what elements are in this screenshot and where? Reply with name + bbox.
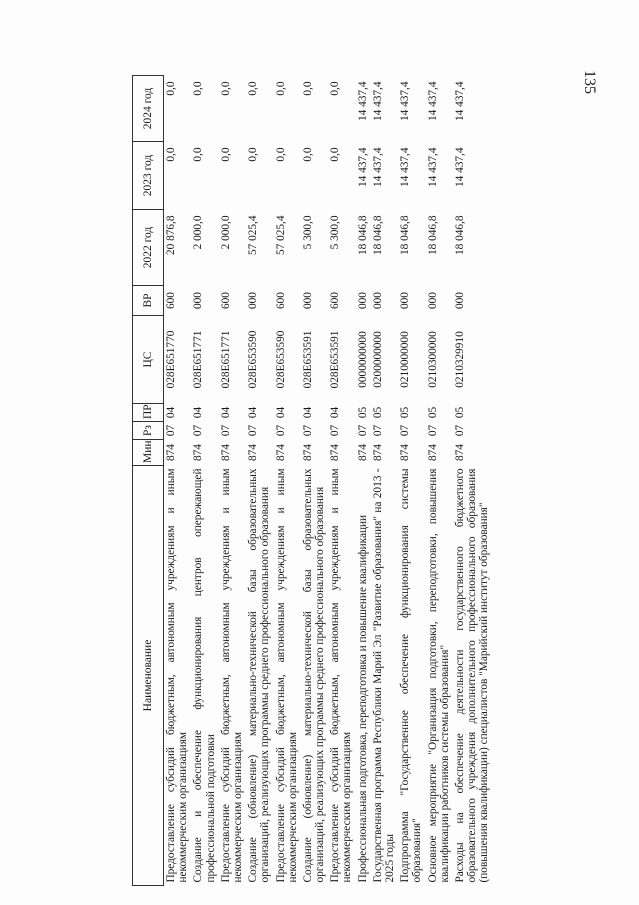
row-vr-cell: 000: [356, 292, 369, 309]
table-row: [164, 76, 192, 886]
row-2022-cell: 5 300,0: [329, 215, 342, 250]
row-name-cell: Профессиональная подготовка, переподготовка и повышение квалификации: [356, 514, 369, 883]
table-row: [371, 76, 398, 886]
row-2023-cell: 14 437,4: [371, 147, 384, 188]
row-cs-cell: 0210000000: [399, 331, 412, 388]
row-min-cell: 874: [399, 444, 412, 461]
table-row: [398, 76, 425, 886]
row-cs-cell: 0000000000: [356, 331, 369, 388]
row-2022-cell: 57 025,4: [274, 215, 287, 256]
row-min-cell: 874: [247, 444, 260, 461]
header-pr: ПР: [133, 404, 164, 422]
row-rz-cell: 07: [301, 424, 314, 437]
row-2022-cell: 18 046,8: [426, 215, 439, 256]
row-2022-cell: 18 046,8: [356, 215, 369, 256]
header-vr: ВР: [133, 286, 164, 316]
row-2023-cell: 0,0: [301, 147, 314, 162]
row-name-cell: Создание (обновление) материально-технической базы образовательных организаций, реализующих программы среднего профессионального образования: [247, 468, 272, 883]
row-2023-cell: 0,0: [274, 147, 287, 162]
row-vr-cell: 600: [329, 292, 342, 309]
row-vr-cell: 000: [399, 292, 412, 309]
row-2023-cell: 0,0: [247, 147, 260, 162]
row-min-cell: 874: [219, 444, 232, 461]
row-pr-cell: 04: [274, 406, 287, 419]
row-vr-cell: 000: [371, 292, 384, 309]
row-2024-cell: 14 437,4: [399, 81, 412, 122]
row-pr-cell: 05: [426, 406, 439, 419]
row-cs-cell: 028E653591: [301, 330, 314, 389]
row-2023-cell: 14 437,4: [453, 147, 466, 188]
header-2024: 2024 год: [133, 76, 164, 142]
table-row: [301, 76, 328, 886]
row-name-cell: Предоставление субсидий бюджетным, автономным учреждениям и иным некоммерческим организациям: [274, 468, 299, 883]
row-rz-cell: 07: [274, 424, 287, 437]
row-min-cell: 874: [192, 444, 205, 461]
header-min: Мин: [133, 440, 164, 466]
table-row: [356, 76, 371, 886]
table-header-row: [133, 76, 164, 886]
row-name-cell: Создание (обновление) материально-технической базы образовательных организаций, реализующих программы среднего профессионального образования: [301, 468, 327, 883]
row-rz-cell: 07: [453, 424, 466, 437]
row-2022-cell: 57 025,4: [247, 215, 260, 256]
row-rz-cell: 07: [165, 424, 177, 437]
row-2022-cell: 5 300,0: [301, 215, 314, 250]
row-pr-cell: 05: [399, 406, 412, 419]
row-pr-cell: 04: [219, 406, 232, 419]
row-rz-cell: 07: [426, 424, 439, 437]
row-2024-cell: 0,0: [165, 81, 177, 96]
row-2022-cell: 2 000,0: [219, 215, 232, 250]
row-rz-cell: 07: [247, 424, 260, 437]
row-2024-cell: 0,0: [192, 81, 205, 96]
row-pr-cell: 04: [165, 406, 177, 419]
row-pr-cell: 05: [453, 406, 466, 419]
row-min-cell: 874: [329, 444, 342, 461]
row-name-cell: Государственная программа Республики Марий Эл "Развитие образования" на 2013 - 2025 годы: [371, 468, 396, 883]
row-2024-cell: 0,0: [329, 81, 342, 96]
row-2022-cell: 18 046,8: [453, 215, 466, 256]
table-row: [453, 76, 495, 886]
row-name-cell: Предоставление субсидий бюджетным, автономным учреждениям и иным некоммерческим организациям: [165, 468, 190, 883]
row-pr-cell: 04: [301, 406, 314, 419]
row-cs-cell: 0210300000: [426, 331, 439, 388]
row-2023-cell: 0,0: [192, 147, 205, 162]
row-rz-cell: 07: [219, 424, 232, 437]
row-vr-cell: 600: [274, 292, 287, 309]
row-2024-cell: 0,0: [301, 81, 314, 96]
table-row: [246, 76, 273, 886]
row-2024-cell: 0,0: [274, 81, 287, 96]
row-cs-cell: 0210329910: [453, 331, 466, 388]
header-rz: Рз: [133, 422, 164, 440]
row-cs-cell: 028E651770: [165, 330, 177, 389]
row-2023-cell: 14 437,4: [356, 147, 369, 188]
row-pr-cell: 04: [329, 406, 342, 419]
row-min-cell: 874: [426, 444, 439, 461]
row-2022-cell: 2 000,0: [192, 215, 205, 250]
row-2024-cell: 14 437,4: [356, 81, 369, 122]
row-2022-cell: 18 046,8: [399, 215, 412, 256]
budget-table: [132, 75, 495, 886]
row-cs-cell: 028E651771: [219, 330, 232, 389]
row-name-cell: Предоставление субсидий бюджетным, автономным учреждениям и иным некоммерческим организациям: [329, 468, 354, 883]
row-cs-cell: 028E653590: [247, 330, 260, 389]
row-vr-cell: 000: [453, 292, 466, 309]
row-vr-cell: 000: [301, 292, 314, 309]
table-row: [426, 76, 453, 886]
row-rz-cell: 07: [371, 424, 384, 437]
row-cs-cell: 028E653591: [329, 330, 342, 389]
row-min-cell: 874: [371, 444, 384, 461]
row-min-cell: 874: [274, 444, 287, 461]
table-row: [328, 76, 355, 886]
table-row: [219, 76, 246, 886]
row-name-cell: Подпрограмма "Государственное обеспечение функционирования системы образования": [399, 468, 424, 883]
row-pr-cell: 04: [192, 406, 205, 419]
row-min-cell: 874: [165, 444, 177, 461]
row-2023-cell: 0,0: [329, 147, 342, 162]
row-name-cell: Создание и обеспечение функционирования центров опережающей профессиональной подготовки: [192, 468, 217, 883]
row-vr-cell: 600: [219, 292, 232, 309]
row-2023-cell: 14 437,4: [399, 147, 412, 188]
row-vr-cell: 000: [426, 292, 439, 309]
table-row: [191, 76, 218, 886]
row-cs-cell: 028E653590: [274, 330, 287, 389]
row-min-cell: 874: [301, 444, 314, 461]
row-cs-cell: 028E651771: [192, 330, 205, 389]
header-name: Наименование: [133, 466, 164, 886]
page-number: 135: [581, 70, 598, 94]
row-rz-cell: 07: [329, 424, 342, 437]
row-2024-cell: 14 437,4: [371, 81, 384, 122]
row-vr-cell: 600: [165, 292, 177, 309]
row-name-cell: Предоставление субсидий бюджетным, автономным учреждениям и иным некоммерческим организациям: [219, 468, 244, 883]
row-2024-cell: 0,0: [219, 81, 232, 96]
row-min-cell: 874: [356, 444, 369, 461]
row-2022-cell: 20 876,8: [165, 215, 177, 256]
row-min-cell: 874: [453, 444, 466, 461]
row-name-cell: Основное мероприятие "Организация подготовки, переподготовки, повышения квалификации работников системы образования": [426, 468, 451, 883]
table-row: [274, 76, 301, 886]
row-vr-cell: 000: [247, 292, 260, 309]
row-2024-cell: 14 437,4: [453, 81, 466, 122]
row-pr-cell: 05: [356, 406, 369, 419]
row-name-cell: Расходы на обеспечение деятельности государственного бюджетного образовательного учреждения дополнительного профессионального образования (повышения квалификации) специалистов "Марийский институт образования": [453, 468, 491, 883]
row-rz-cell: 07: [399, 424, 412, 437]
row-pr-cell: 04: [247, 406, 260, 419]
row-2024-cell: 14 437,4: [426, 81, 439, 122]
header-2022: 2022 год: [133, 210, 164, 286]
header-cs: ЦС: [133, 316, 164, 404]
row-rz-cell: 07: [192, 424, 205, 437]
row-2023-cell: 0,0: [165, 147, 177, 162]
row-2023-cell: 14 437,4: [426, 147, 439, 188]
row-cs-cell: 0200000000: [371, 331, 384, 388]
row-2023-cell: 0,0: [219, 147, 232, 162]
row-2024-cell: 0,0: [247, 81, 260, 96]
row-rz-cell: 07: [356, 424, 369, 437]
row-2022-cell: 18 046,8: [371, 215, 384, 256]
table-body: [164, 76, 495, 886]
row-pr-cell: 05: [371, 406, 384, 419]
row-vr-cell: 000: [192, 292, 205, 309]
header-2023: 2023 год: [133, 142, 164, 210]
